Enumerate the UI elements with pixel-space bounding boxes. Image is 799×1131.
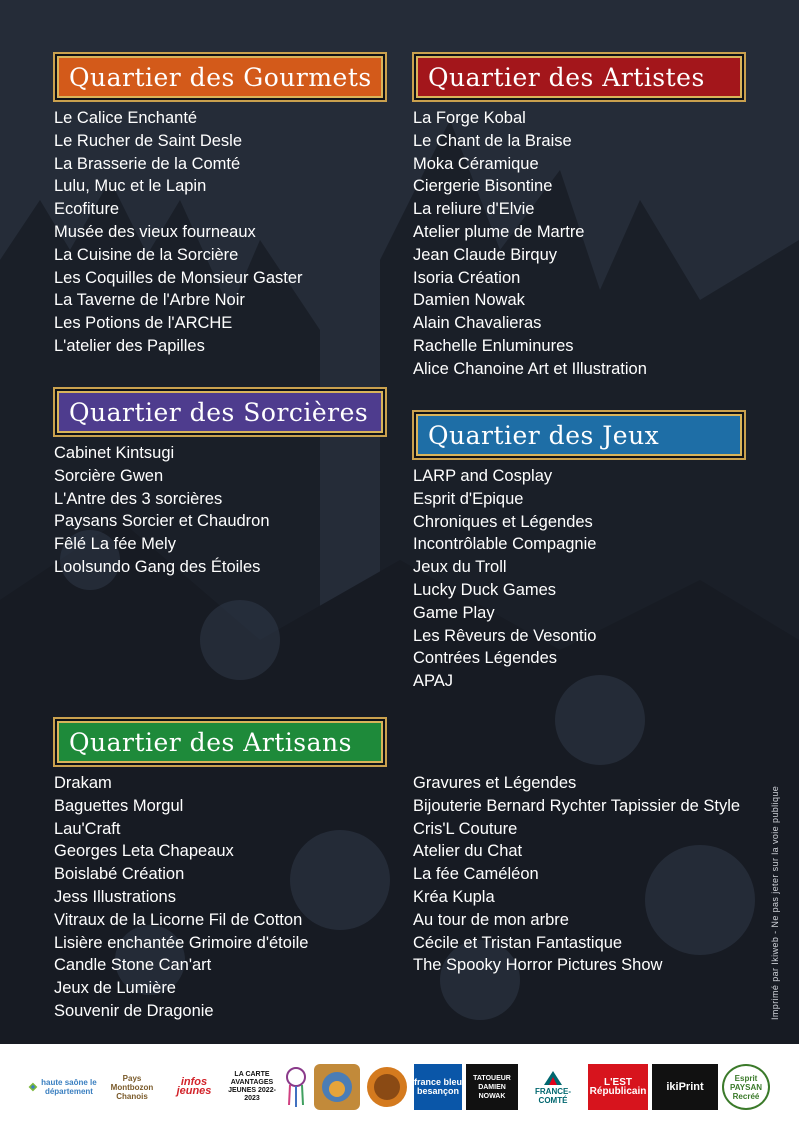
section-title-gourmets-text: Quartier des Gourmets — [69, 62, 372, 92]
list-artisans-right — [413, 772, 743, 977]
list-sorcieres — [54, 442, 270, 579]
list-item: La Taverne de l'Arbre Noir — [54, 291, 245, 310]
montbozon-label: Pays Montbozon Chanois — [110, 1073, 154, 1101]
list-item: Jeux du Troll — [413, 558, 507, 577]
list-item: Lucky Duck Games — [413, 580, 557, 599]
list-item: Gravures et Légendes — [413, 774, 577, 792]
list-jeux — [413, 465, 596, 693]
list-item: L'Antre des 3 sorcières — [54, 489, 223, 508]
list-item: La Cuisine de la Sorcière — [54, 245, 239, 264]
section-title-jeux-text: Quartier des Jeux — [428, 420, 660, 450]
list-item: Atelier du Chat — [413, 842, 523, 861]
list-item: Le Calice Enchanté — [54, 109, 198, 127]
list-item: Alain Chavalieras — [413, 314, 542, 333]
list-item: Souvenir de Dragonie — [54, 1001, 214, 1020]
esprit-paysan-label: Esprit PAYSAN Recréé — [729, 1073, 762, 1101]
list-item: APAJ — [413, 672, 454, 691]
list-item: La fée Caméléon — [413, 865, 539, 884]
list-gourmets — [54, 107, 303, 358]
badge-art-icon — [319, 1069, 355, 1105]
list-item: Kréa Kupla — [413, 887, 495, 906]
illustrated-badge-logo — [314, 1064, 360, 1110]
list-item: Au tour de mon arbre — [413, 910, 569, 929]
list-item: Georges Leta Chapeaux — [54, 842, 234, 861]
carte-avantages-jeunes-logo — [226, 1064, 278, 1110]
list-item: Lulu, Muc et le Lapin — [54, 177, 207, 196]
list-item: Damien Nowak — [413, 291, 525, 310]
tatoueur-logo — [466, 1064, 518, 1110]
list-item: The Spooky Horror Pictures Show — [413, 956, 663, 975]
list-item: La Brasserie de la Comté — [54, 154, 241, 173]
list-artistes — [413, 107, 647, 381]
list-item: Les Potions de l'ARCHE — [54, 314, 233, 333]
list-item: Cris'L Couture — [413, 819, 518, 838]
esprit-paysan-logo — [722, 1064, 770, 1110]
section-title-jeux — [416, 414, 742, 456]
list-item: Loolsundo Gang des Étoiles — [54, 557, 261, 576]
list-item: Atelier plume de Martre — [413, 222, 585, 241]
section-title-artisans-text: Quartier des Artisans — [69, 727, 352, 757]
list-item: Vitraux de la Licorne Fil de Cotton — [54, 910, 303, 929]
list-item: Chroniques et Légendes — [413, 512, 593, 531]
list-item: Boislabé Création — [54, 865, 185, 884]
list-item: Lau'Craft — [54, 819, 121, 838]
haute-saone-logo — [28, 1064, 98, 1110]
list-item: Candle Stone Can'art — [54, 956, 212, 975]
list-item: Drakam — [54, 774, 112, 792]
list-item: Les Coquilles de Monsieur Gaster — [54, 268, 303, 287]
list-item: Ecofiture — [54, 200, 120, 219]
round-emblem-icon — [365, 1065, 409, 1109]
section-title-gourmets — [57, 56, 383, 98]
list-item: Sorcière Gwen — [54, 466, 164, 485]
section-title-artisans — [57, 721, 383, 763]
list-item: Alice Chanoine Art et Illustration — [413, 359, 647, 378]
list-item: Isoria Création — [413, 268, 521, 287]
list-item: Rachelle Enluminures — [413, 336, 574, 355]
haute-saone-icon — [28, 1078, 38, 1096]
list-artisans-left — [54, 772, 308, 1023]
section-title-sorcieres-text: Quartier des Sorcières — [69, 397, 369, 427]
list-item: Jean Claude Birquy — [413, 245, 558, 264]
list-item: Jess Illustrations — [54, 887, 176, 906]
list-item: Lisière enchantée Grimoire d'étoile — [54, 933, 309, 952]
montbozon-logo — [102, 1064, 162, 1110]
credit-agricole-label: FRANCE-COMTÉ — [535, 1087, 571, 1105]
list-item: Musée des vieux fourneaux — [54, 222, 256, 241]
dreamcatcher-icon — [284, 1065, 308, 1109]
credit-agricole-logo — [522, 1064, 584, 1110]
round-emblem-logo — [364, 1064, 410, 1110]
list-item: La Forge Kobal — [413, 109, 526, 127]
section-title-artistes — [416, 56, 742, 98]
list-item: Game Play — [413, 603, 495, 622]
side-note: Imprimé par Ikiweb - Ne pas jeter sur la voie publique — [770, 785, 780, 1020]
list-item: Les Rêveurs de Vesontio — [413, 626, 597, 645]
section-title-artistes-text: Quartier des Artistes — [428, 62, 705, 92]
infos-jeunes-label: infos jeunes — [176, 1076, 212, 1097]
list-item: La reliure d'Elvie — [413, 200, 535, 219]
list-item: Paysans Sorcier et Chaudron — [54, 512, 270, 531]
france-bleu-logo — [414, 1064, 462, 1110]
section-title-sorcieres — [57, 391, 383, 433]
ikiprint-logo — [652, 1064, 718, 1110]
infos-jeunes-logo — [166, 1064, 222, 1110]
haute-saone-label: haute saône le département — [41, 1078, 97, 1096]
list-item: Baguettes Morgul — [54, 796, 184, 815]
carte-avantages-jeunes-label: LA CARTE AVANTAGES JEUNES 2022-2023 — [228, 1071, 276, 1102]
sponsor-footer — [0, 1044, 799, 1131]
list-item: Incontrôlable Compagnie — [413, 535, 597, 554]
tatoueur-label: TATOUEUR DAMIEN NOWAK — [473, 1074, 511, 1100]
list-item: Le Rucher de Saint Desle — [54, 131, 243, 150]
credit-agricole-icon — [542, 1069, 564, 1087]
list-item: Moka Céramique — [413, 154, 539, 173]
list-item: Fêlé La fée Mely — [54, 535, 176, 554]
list-item: Cécile et Tristan Fantastique — [413, 933, 623, 952]
list-item: Cabinet Kintsugi — [54, 444, 175, 462]
list-item: Jeux de Lumière — [54, 979, 176, 998]
list-item: Le Chant de la Braise — [413, 131, 572, 150]
dreamcatcher-logo — [282, 1064, 310, 1110]
list-item: LARP and Cosplay — [413, 467, 553, 485]
list-item: Contrées Légendes — [413, 649, 558, 668]
list-item: Ciergerie Bisontine — [413, 177, 553, 196]
ikiprint-label: ikiPrint — [666, 1080, 704, 1093]
list-item: Esprit d'Epique — [413, 489, 524, 508]
list-item: L'atelier des Papilles — [54, 336, 205, 355]
est-republicain-logo — [588, 1064, 648, 1110]
france-bleu-label: france bleu besançon — [414, 1077, 462, 1096]
est-republicain-label: L'EST Républicain — [589, 1077, 647, 1097]
list-item: Bijouterie Bernard Rychter Tapissier de Style — [413, 796, 741, 815]
